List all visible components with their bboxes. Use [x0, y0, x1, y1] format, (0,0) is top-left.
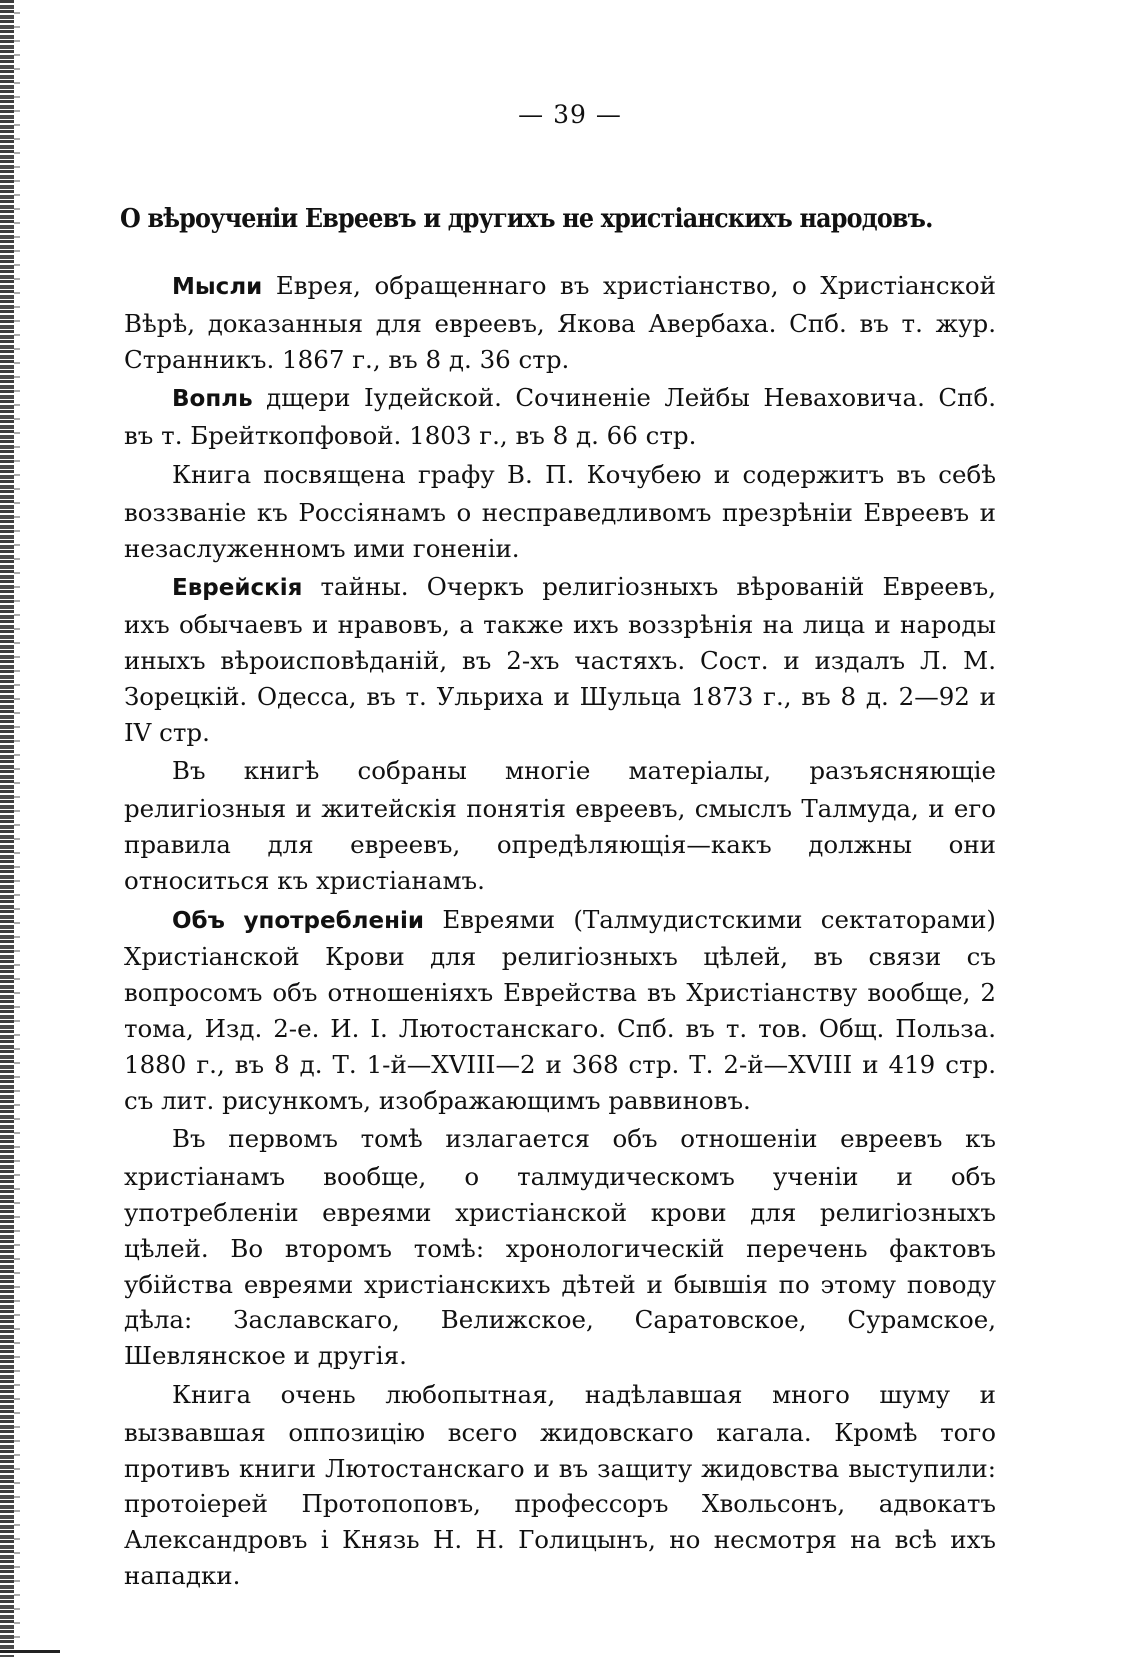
- entry-lead-term: Мысли: [172, 274, 263, 300]
- entry-text: Въ книгѣ собраны многіе матеріалы, разъясняющіе религіозныя и житейскія понятія евреевъ, смыслъ Талмуда, и его правила для евреевъ, опредѣляющія—какъ должны они относиться къ христіанамъ.: [124, 756, 996, 895]
- entry-text: Въ первомъ томѣ излагается объ отношеніи евреевъ къ христіанамъ вообще, о талмудическомъ ученіи и объ употребленіи евреями христіанской крови для религіозныхъ цѣлей. Во второмъ томѣ: хронологическій перечень фактовъ убійства евреями христіанскихъ дѣтей и бывшія по этому поводу дѣла: Заславскаго, Велижское, Саратовское, Сурамское, Шевлянское и другія.: [124, 1124, 996, 1371]
- entry-paragraph: [124, 268, 996, 377]
- entry-text: Книга посвящена графу В. П. Кочубею и содержитъ въ себѣ воззваніе къ Россіянамъ о несправедливомъ презрѣніи Евреевъ и незаслуженномъ ими гоненіи.: [124, 459, 996, 563]
- entry-paragraph: [124, 569, 996, 750]
- entry-text: Еврея, обращеннаго въ христіанство, о Христіанской Вѣрѣ, доказанныя для евреевъ, Якова Авербаха. Спб. въ т. жур. Странникъ. 1867 г., въ 8 д. 36 стр.: [124, 271, 996, 374]
- entry-text: Евреями (Талмудистскими сектаторами) Христіанской Крови для религіозныхъ цѣлей, въ связи съ вопросомъ объ отношеніяхъ Еврейства въ Христіанству вообще, 2 тома, Изд. 2-е. И. І. Лютостанскаго. Спб. въ т. тов. Общ. Польза. 1880 г., въ 8 д. Т. 1-й—XVIII—2 и 368 стр. Т. 2-й—XVIII и 419 стр. съ лит. рисункомъ, изображающимъ раввиновъ.: [124, 904, 996, 1115]
- entry-paragraph: [124, 1377, 996, 1594]
- entry-text: Книга очень любопытная, надѣлавшая много шуму и вызвавшая оппозицію всего жидовскаго кагала. Кромѣ того противъ книги Лютостанскаго и въ защиту жидовства выступили: протоіерей Протопоповъ, профессоръ Хвольсонъ, адвокатъ Александровъ і Князь Н. Н. Голицынъ, но несмотря на всѣ ихъ нападки.: [124, 1379, 996, 1590]
- scan-bottom-mark: [0, 1650, 60, 1653]
- entry-lead-term: Еврейскія: [172, 575, 303, 602]
- entry-paragraph: [124, 902, 996, 1119]
- scan-left-edge-noise: [14, 0, 20, 1657]
- scan-left-edge: [0, 0, 14, 1657]
- entry-paragraph: [124, 753, 996, 898]
- entry-paragraph: [124, 1121, 996, 1374]
- page-body: [124, 268, 996, 1597]
- entry-lead-term: Вопль: [172, 386, 253, 413]
- entry-lead-term: Объ употребленіи: [172, 907, 424, 934]
- entry-paragraph: [124, 457, 996, 566]
- entry-text: тайны. Очеркъ религіозныхъ вѣрованій Евреевъ, ихъ обычаевъ и нравовъ, а также ихъ воззрѣнія на лица и народы иныхъ вѣроисповѣданій, въ 2-хъ частяхъ. Сост. и издалъ Л. М. Зорецкій. Одесса, въ т. Ульриха и Шульца 1873 г., въ 8 д. 2—92 и IV стр.: [124, 572, 996, 747]
- page-number: — 39 —: [518, 100, 622, 129]
- section-heading: О вѣроученіи Евреевъ и другихъ не христіанскихъ народовъ.: [120, 203, 933, 234]
- entry-paragraph: [124, 380, 996, 454]
- entry-text: дщери Іудейской. Сочиненіе Лейбы Неваховича. Спб. въ т. Брейткопфовой. 1803 г., въ 8 д. 66 стр.: [124, 383, 996, 451]
